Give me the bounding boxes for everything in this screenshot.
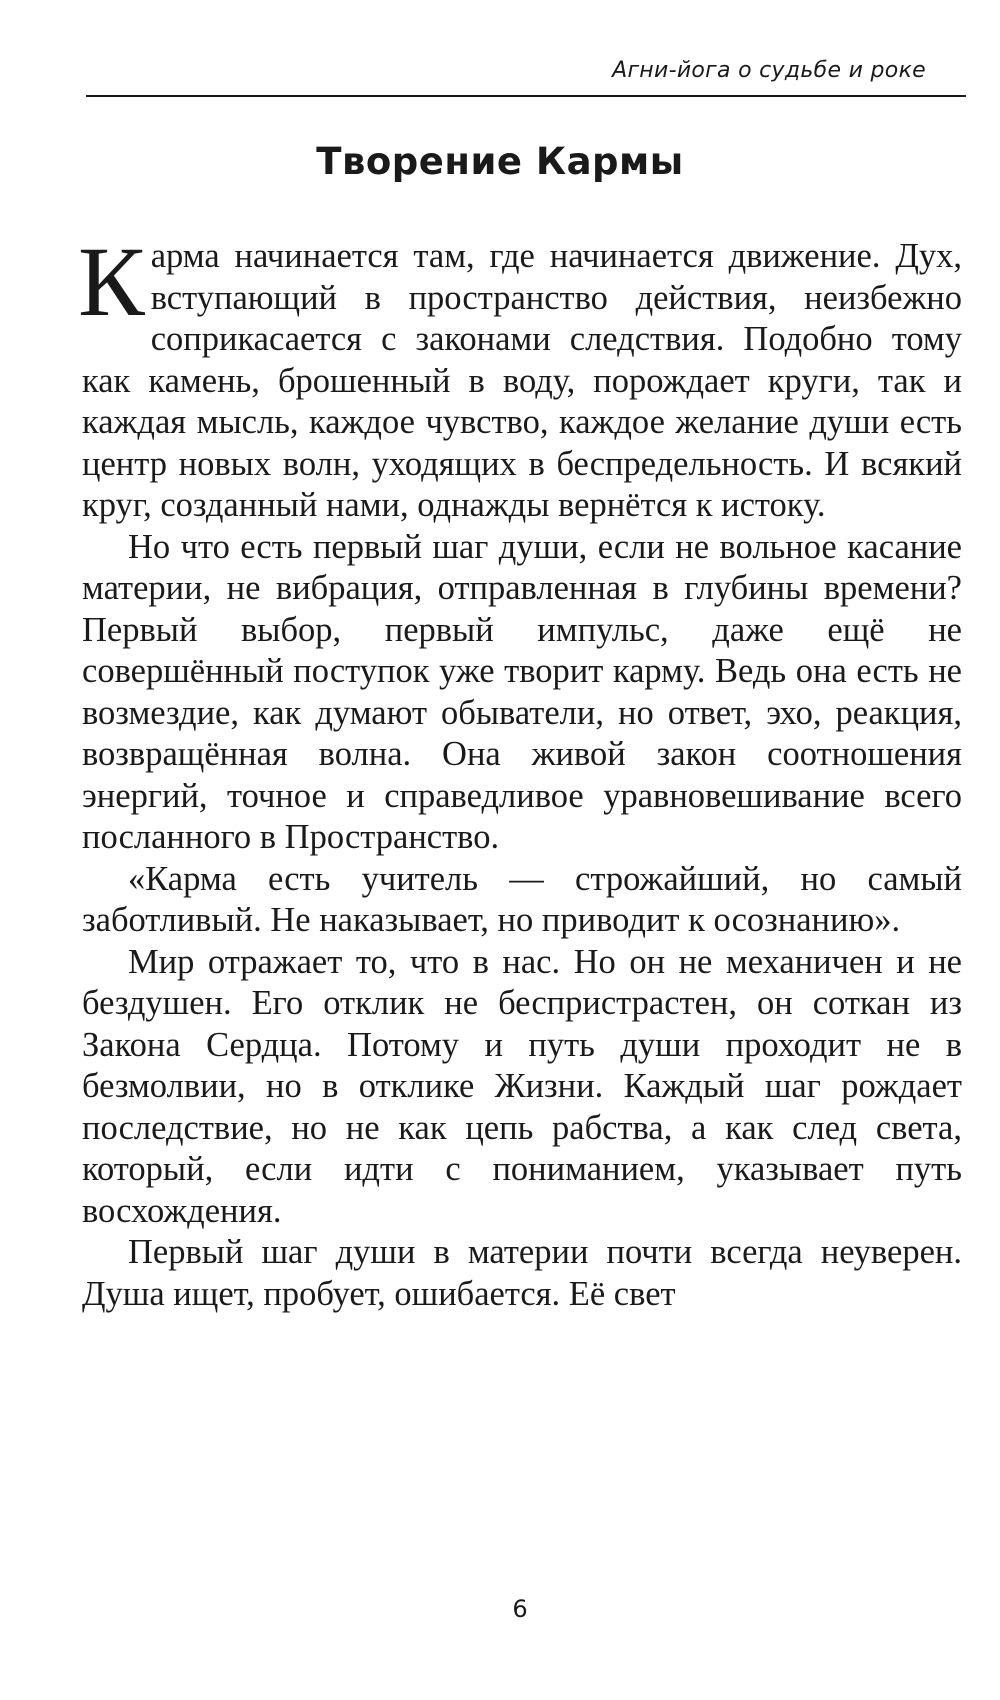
paragraph-1: [78, 226, 962, 527]
drop-cap: К: [78, 226, 145, 337]
body-text: [78, 226, 962, 1315]
header-rule: [86, 95, 966, 97]
paragraph-5: Первый шаг души в материи почти всегда неуверен. Душа ищет, пробует, ошибается. Её свет: [82, 1233, 962, 1313]
page-number: 6: [512, 1595, 528, 1623]
paragraph-3-quote: «Карма есть учитель — строжайший, но самый заботливый. Не наказывает, но приводит к осознанию».: [82, 859, 962, 939]
paragraph-4: Мир отражает то, что в нас. Но он не механичен и не бездушен. Его отклик не беспристрастен, он соткан из Закона Сердца. Потому и путь души проходит не в безмолвии, но в отклике Жизни. Каждый шаг рождает последствие, но не как цепь рабства, а как след света, который, если идти с пониманием, указывает путь восхождения.: [82, 942, 962, 1230]
running-header: Агни-йога о судьбе и роке: [612, 58, 926, 83]
paragraph-2: Но что есть первый шаг души, если не вольное касание материи, не вибрация, отправленная в глубины времени? Первый выбор, первый импульс, даже ещё не совершённый поступок уже творит карму. Ведь она есть не возмездие, как думают обыватели, но ответ, эхо, реакция, возвращённая волна. Она живой закон соотношения энергий, точное и справедливое уравновешивание всего посланного в Пространство.: [82, 527, 962, 856]
paragraph-1-text: арма начинается там, где начинается движение. Дух, вступающий в пространство действия, неизбежно соприкасается с законами следствия. Подобно тому как камень, брошенный в воду, порождает круги, так и каждая мысль, каждое чувство, каждое желание души есть центр новых волн, уходящих в беспредельность. И всякий круг, созданный нами, однажды вернётся к истоку.: [82, 237, 962, 524]
chapter-title: Творение Кармы: [316, 140, 684, 183]
